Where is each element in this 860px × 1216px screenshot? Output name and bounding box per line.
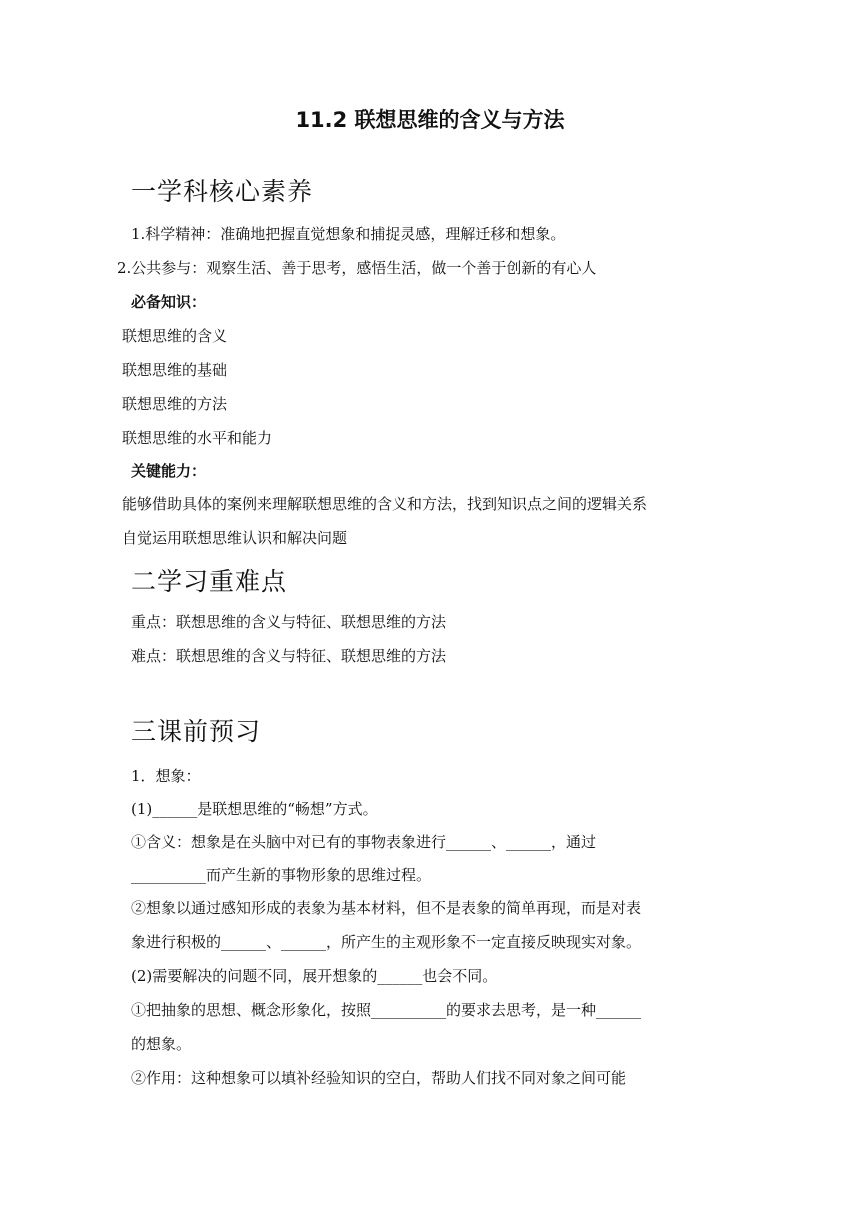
section-heading-core-literacy: 一学科核心素养 — [131, 177, 314, 206]
subheading-key-abilities: 关键能力： — [131, 462, 207, 480]
text-line: 自觉运用联想思维认识和解决问题 — [122, 529, 348, 547]
subheading-required-knowledge: 必备知识： — [131, 293, 207, 311]
text-line: ②想象以通过感知形成的表象为基本材料，但不是表象的简单再现，而是对表 — [131, 899, 642, 917]
text-line: 重点：联想思维的含义与特征、联想思维的方法 — [131, 613, 447, 631]
text-line: __________而产生新的事物形象的思维过程。 — [131, 866, 432, 884]
text-line: 难点：联想思维的含义与特征、联想思维的方法 — [131, 647, 447, 665]
text-line: ①含义：想象是在头脑中对已有的事物表象进行______、______，通过 — [131, 833, 597, 851]
text-line: 1.科学精神：准确地把握直觉想象和捕捉灵感，理解迁移和想象。 — [131, 225, 566, 243]
text-line: 2.公共参与：观察生活、善于思考，感悟生活，做一个善于创新的有心人 — [117, 259, 597, 277]
text-line: ②作用：这种想象可以填补经验知识的空白，帮助人们找不同对象之间可能 — [131, 1069, 627, 1087]
text-line: 的想象。 — [131, 1035, 192, 1053]
text-line: 1．想象： — [131, 767, 201, 785]
text-line: 象进行积极的______、______，所产生的主观形象不一定直接反映现实对象。 — [131, 933, 642, 951]
section-heading-key-difficult-points: 二学习重难点 — [131, 567, 288, 596]
text-line: (1)______是联想思维的“畅想”方式。 — [131, 800, 378, 818]
section-heading-preview: 三课前预习 — [131, 717, 262, 746]
text-line: 能够借助具体的案例来理解联想思维的含义和方法，找到知识点之间的逻辑关系 — [122, 495, 648, 513]
text-line: ①把抽象的思想、概念形象化，按照__________的要求去思考，是一种______ — [131, 1001, 642, 1019]
text-line: 联想思维的基础 — [122, 361, 228, 379]
text-line: 联想思维的水平和能力 — [122, 429, 273, 447]
page-title: 11.2 联想思维的含义与方法 — [295, 108, 565, 132]
text-line: 联想思维的方法 — [122, 395, 228, 413]
text-line: 联想思维的含义 — [122, 327, 228, 345]
text-line: (2)需要解决的问题不同，展开想象的______也会不同。 — [131, 967, 498, 985]
